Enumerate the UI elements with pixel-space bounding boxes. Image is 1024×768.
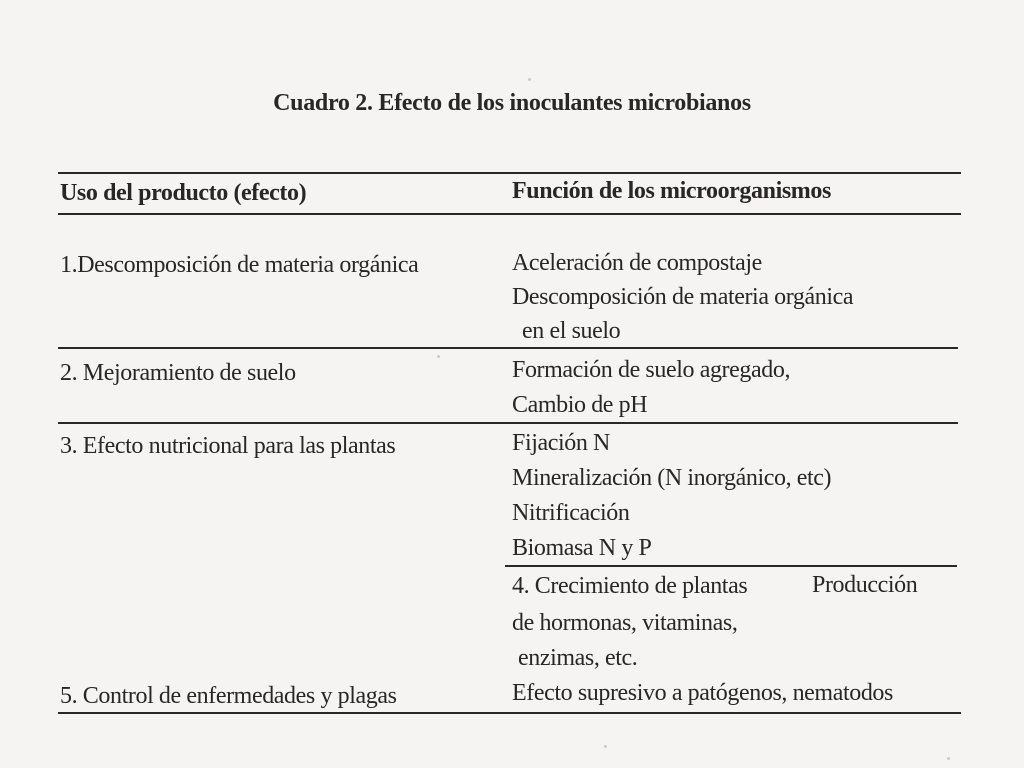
scan-speck [437, 355, 440, 358]
row-1-function-2: Descomposición de materia orgánica [512, 284, 854, 310]
scan-speck [604, 745, 607, 748]
row-3-bottom-rule [505, 565, 957, 567]
table-caption: Cuadro 2. Efecto de los inoculantes microbianos [273, 90, 751, 116]
row-2-function-1: Formación de suelo agregado, [512, 357, 791, 383]
row-4-use: 4. Crecimiento de plantas [512, 573, 748, 599]
row-2-use: 2. Mejoramiento de suelo [60, 360, 296, 386]
row-3-use: 3. Efecto nutricional para las plantas [60, 433, 396, 459]
row-4-function-2: enzimas, etc. [518, 645, 638, 671]
row-3-function-2: Mineralización (N inorgánico, etc) [512, 465, 832, 491]
row-4-function-1: de hormonas, vitaminas, [512, 610, 738, 636]
table-bottom-rule [58, 712, 961, 714]
row-5-function-1: Efecto supresivo a patógenos, nematodos [512, 680, 893, 706]
row-4-function-lead: Producción [812, 572, 918, 598]
scan-speck [947, 757, 950, 760]
row-1-function-3: en el suelo [522, 318, 621, 344]
header-uso-del-producto: Uso del producto (efecto) [60, 180, 307, 206]
row-1-use: 1.Descomposición de materia orgánica [60, 252, 419, 278]
row-3-function-1: Fijación N [512, 430, 610, 456]
scan-speck [528, 78, 531, 81]
row-5-use: 5. Control de enfermedades y plagas [60, 683, 397, 709]
row-2-function-2: Cambio de pH [512, 392, 648, 418]
row-1-bottom-rule [58, 347, 958, 349]
row-2-bottom-rule [58, 422, 958, 424]
row-3-function-4: Biomasa N y P [512, 535, 652, 561]
header-bottom-rule [58, 213, 961, 215]
row-1-function-1: Aceleración de compostaje [512, 250, 762, 276]
table-top-rule [58, 172, 961, 174]
header-funcion-microorganismos: Función de los microorganismos [512, 178, 831, 204]
row-3-function-3: Nitrificación [512, 500, 630, 526]
